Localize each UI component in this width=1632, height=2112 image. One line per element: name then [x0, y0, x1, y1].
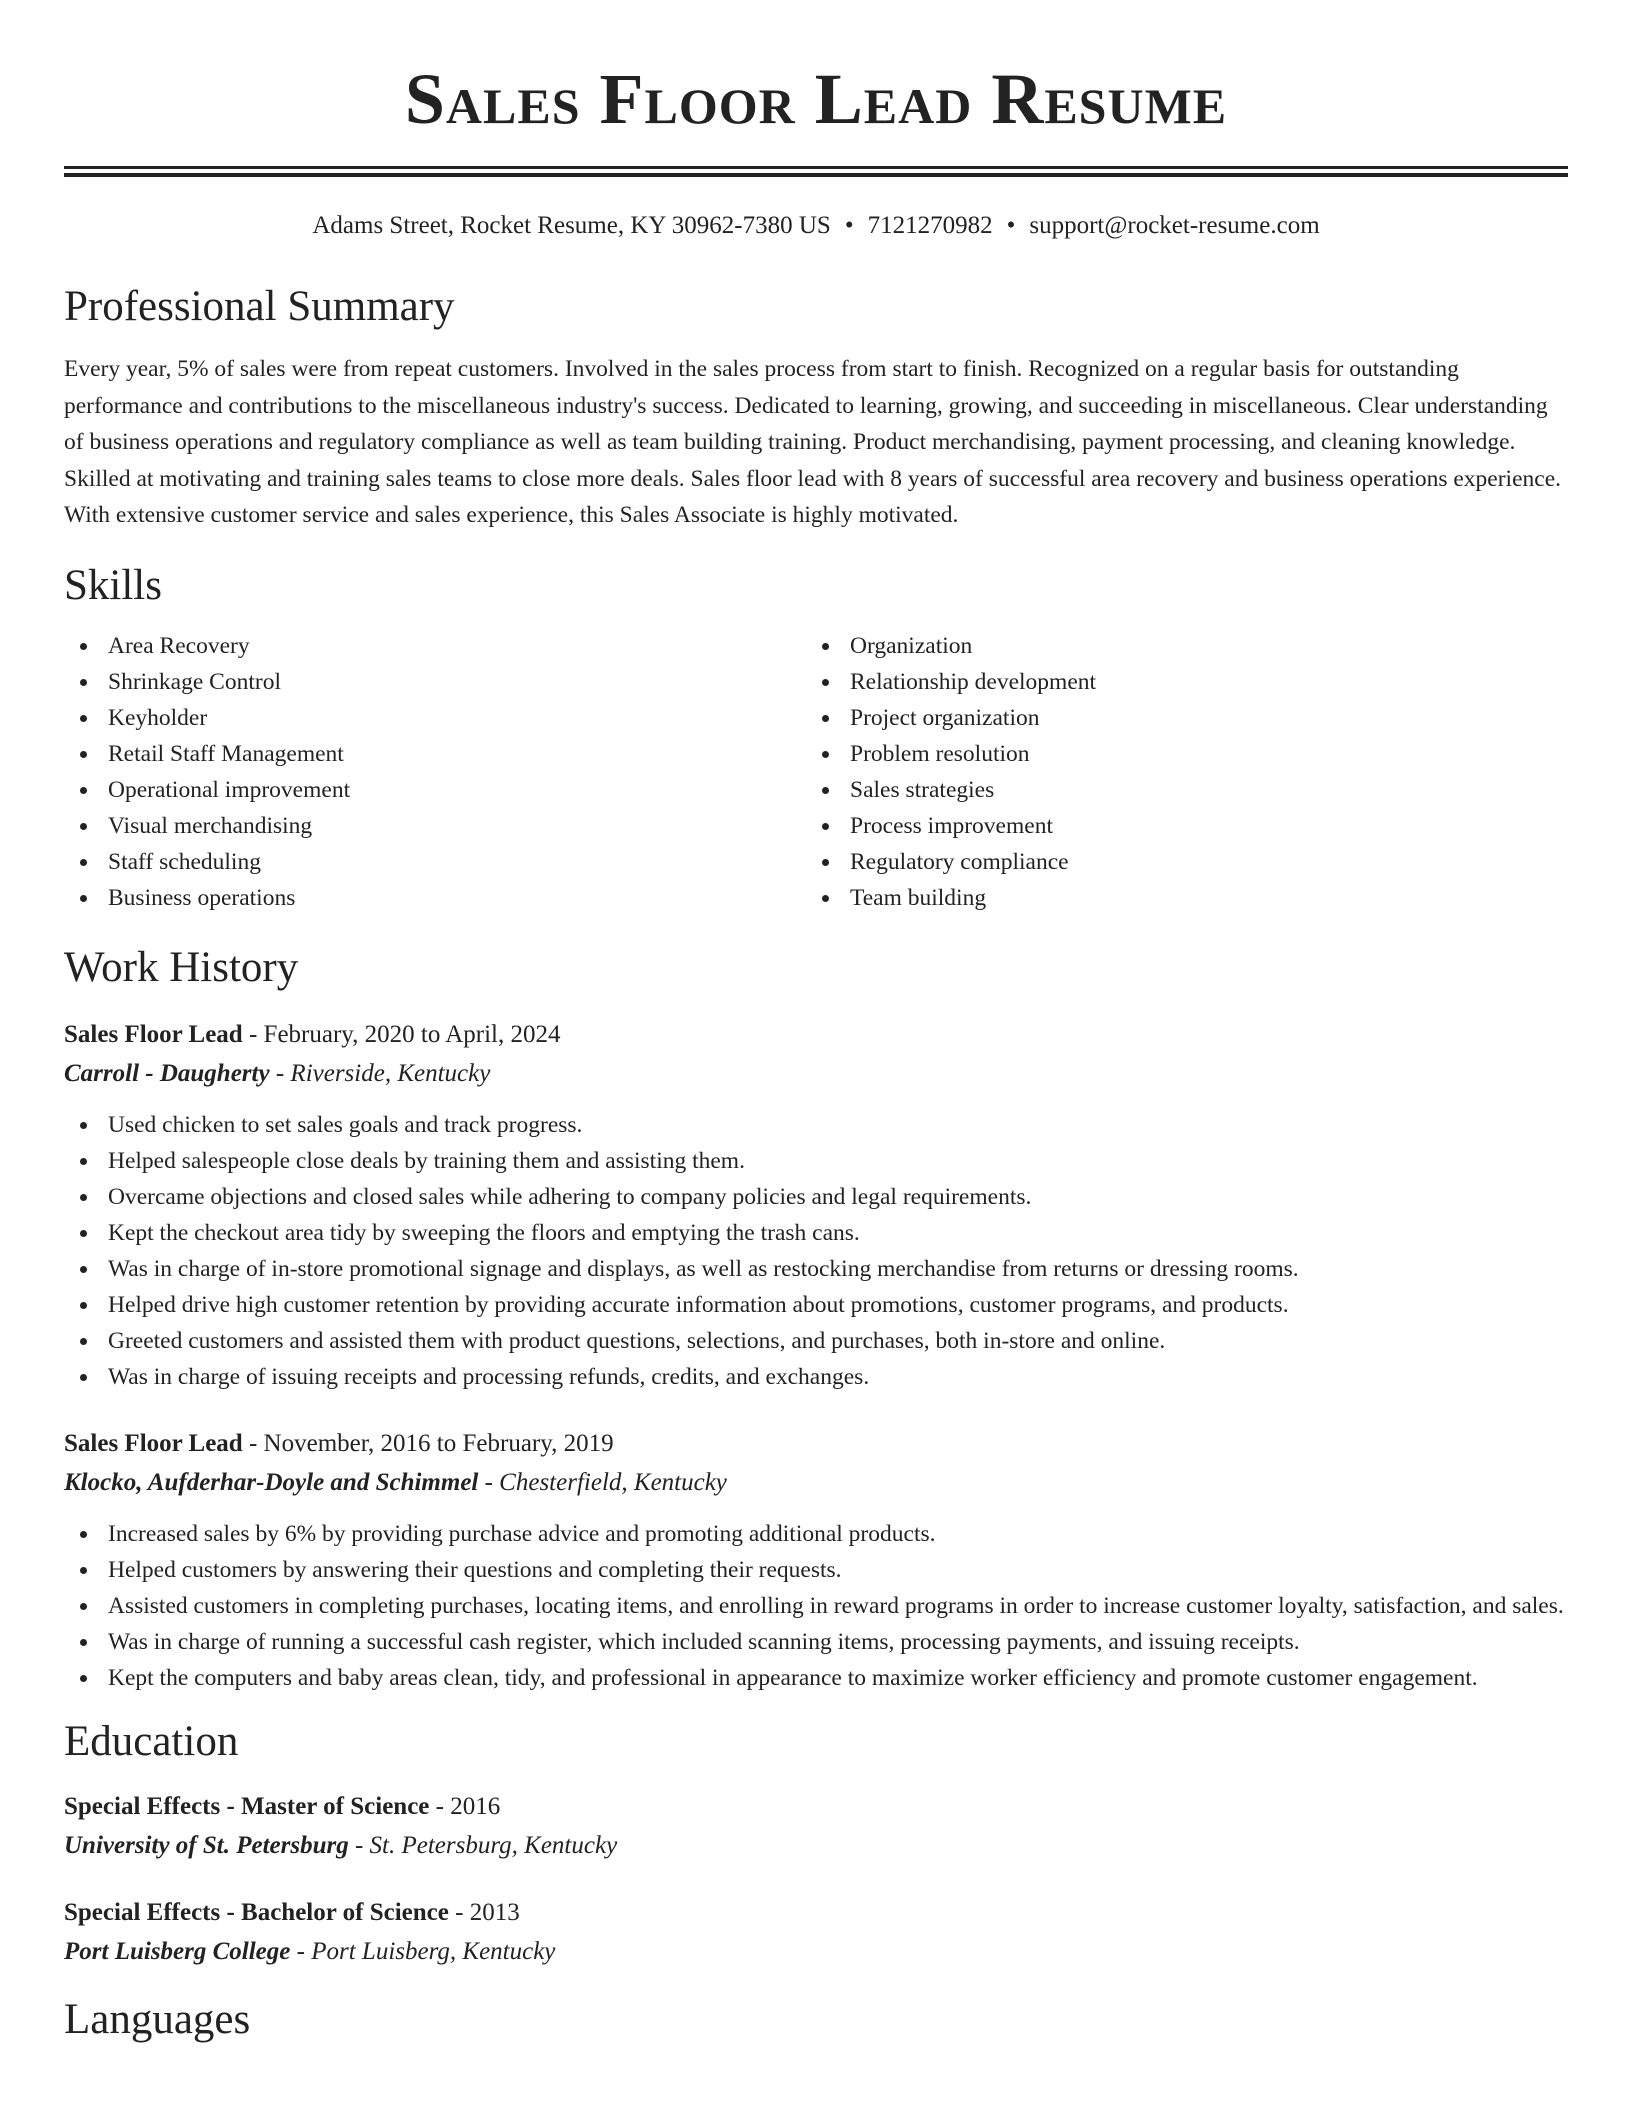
education-degree: Special Effects - Master of Science	[64, 1792, 430, 1820]
skills-list-right	[806, 628, 1548, 916]
education-entry	[64, 1894, 1568, 1972]
contact-email: support@rocket-resume.com	[1029, 212, 1320, 239]
job-duty: Greeted customers and assisted them with product questions, selections, and purchases, both in-store and online.	[64, 1323, 1568, 1359]
skill-item: Keyholder	[64, 700, 806, 736]
resume-title: Sales Floor Lead Resume	[404, 59, 1228, 139]
job-dates: - February, 2020 to April, 2024	[242, 1020, 561, 1048]
education-entry	[64, 1788, 1568, 1866]
skills-heading: Skills	[64, 561, 162, 609]
education-school: University of St. Petersburg	[64, 1831, 349, 1859]
education-degree: Special Effects - Bachelor of Science	[64, 1898, 449, 1926]
job-duty: Used chicken to set sales goals and track progress.	[64, 1107, 1568, 1143]
skill-item: Project organization	[806, 700, 1548, 736]
contact-separator: •	[1006, 212, 1016, 239]
job-title-line	[64, 1016, 1568, 1054]
job-duty: Kept the computers and baby areas clean, tidy, and professional in appearance to maximize worker efficiency and promote customer engagement.	[64, 1660, 1568, 1696]
job-duty: Was in charge of running a successful cash register, which included scanning items, processing payments, and issuing receipts.	[64, 1624, 1568, 1660]
job-duties-list	[64, 1516, 1568, 1696]
skill-item: Team building	[806, 880, 1548, 916]
education-year: - 2016	[429, 1792, 501, 1820]
contact-address: Adams Street, Rocket Resume, KY 30962-7380 US	[312, 212, 831, 239]
languages-heading: Languages	[64, 1995, 251, 2043]
education-degree-line	[64, 1788, 1568, 1826]
education-location: - Port Luisberg, Kentucky	[290, 1937, 556, 1965]
contact-separator: •	[844, 212, 854, 239]
job-duty: Helped salespeople close deals by training them and assisting them.	[64, 1143, 1568, 1179]
contact-line	[64, 211, 1568, 241]
job-title-line	[64, 1425, 1568, 1463]
skill-item: Retail Staff Management	[64, 736, 806, 772]
job-duty: Helped drive high customer retention by providing accurate information about promotions, customer programs, and products.	[64, 1287, 1568, 1323]
work-history-heading: Work History	[64, 943, 299, 991]
skills-list-left	[64, 628, 806, 916]
job-duty: Assisted customers in completing purchases, locating items, and enrolling in reward programs in order to increase customer loyalty, satisfaction, and sales.	[64, 1588, 1568, 1624]
job-duty: Kept the checkout area tidy by sweeping the floors and emptying the trash cans.	[64, 1215, 1568, 1251]
resume-page	[64, 0, 1568, 2046]
skills-columns	[64, 628, 1568, 916]
skill-item: Organization	[806, 628, 1548, 664]
education-school-line	[64, 1826, 1568, 1866]
skill-item: Staff scheduling	[64, 844, 806, 880]
job-dates: - November, 2016 to February, 2019	[242, 1429, 614, 1457]
skill-item: Sales strategies	[806, 772, 1548, 808]
skill-item: Process improvement	[806, 808, 1548, 844]
skill-item: Relationship development	[806, 664, 1548, 700]
contact-phone: 7121270982	[867, 212, 993, 239]
job-company-line	[64, 1463, 1568, 1503]
education-school-line	[64, 1932, 1568, 1972]
skill-item: Shrinkage Control	[64, 664, 806, 700]
skill-item: Business operations	[64, 880, 806, 916]
job-location: - Riverside, Kentucky	[269, 1059, 491, 1087]
education-degree-line	[64, 1894, 1568, 1932]
skill-item: Area Recovery	[64, 628, 806, 664]
job-company: Carroll - Daugherty	[64, 1059, 270, 1087]
job-entry	[64, 1016, 1568, 1395]
job-company: Klocko, Aufderhar-Doyle and Schimmel	[64, 1468, 479, 1496]
education-year: - 2013	[448, 1898, 520, 1926]
skill-item: Regulatory compliance	[806, 844, 1548, 880]
education-heading: Education	[64, 1717, 239, 1765]
skill-item: Operational improvement	[64, 772, 806, 808]
summary-heading: Professional Summary	[64, 283, 455, 330]
job-company-line	[64, 1054, 1568, 1094]
job-duty: Increased sales by 6% by providing purchase advice and promoting additional products.	[64, 1516, 1568, 1552]
job-duties-list	[64, 1107, 1568, 1395]
job-location: - Chesterfield, Kentucky	[478, 1468, 727, 1496]
job-duty: Was in charge of in-store promotional signage and displays, as well as restocking merchandise from returns or dressing rooms.	[64, 1251, 1568, 1287]
title-divider	[64, 166, 1568, 177]
education-school: Port Luisberg College	[64, 1937, 291, 1965]
job-duty: Helped customers by answering their questions and completing their requests.	[64, 1552, 1568, 1588]
skill-item: Problem resolution	[806, 736, 1548, 772]
job-entry	[64, 1425, 1568, 1696]
skill-item: Visual merchandising	[64, 808, 806, 844]
job-title: Sales Floor Lead	[64, 1020, 243, 1048]
summary-text: Every year, 5% of sales were from repeat customers. Involved in the sales process from start to finish. Recognized on a regular basis for outstanding performance and contributions to the miscellaneous industry's success. Dedicated to learning, growing, and succeeding in miscellaneous. Clear understanding of business operations and regulatory compliance as well as team building training. Product merchandising, payment processing, and cleaning knowledge. Skilled at motivating and training sales teams to close more deals. Sales floor lead with 8 years of successful area recovery and business operations experience. With extensive customer service and sales experience, this Sales Associate is highly motivated.	[64, 356, 1562, 528]
education-location: - St. Petersburg, Kentucky	[348, 1831, 618, 1859]
job-duty: Overcame objections and closed sales while adhering to company policies and legal requirements.	[64, 1179, 1568, 1215]
job-title: Sales Floor Lead	[64, 1429, 243, 1457]
job-duty: Was in charge of issuing receipts and processing refunds, credits, and exchanges.	[64, 1359, 1568, 1395]
